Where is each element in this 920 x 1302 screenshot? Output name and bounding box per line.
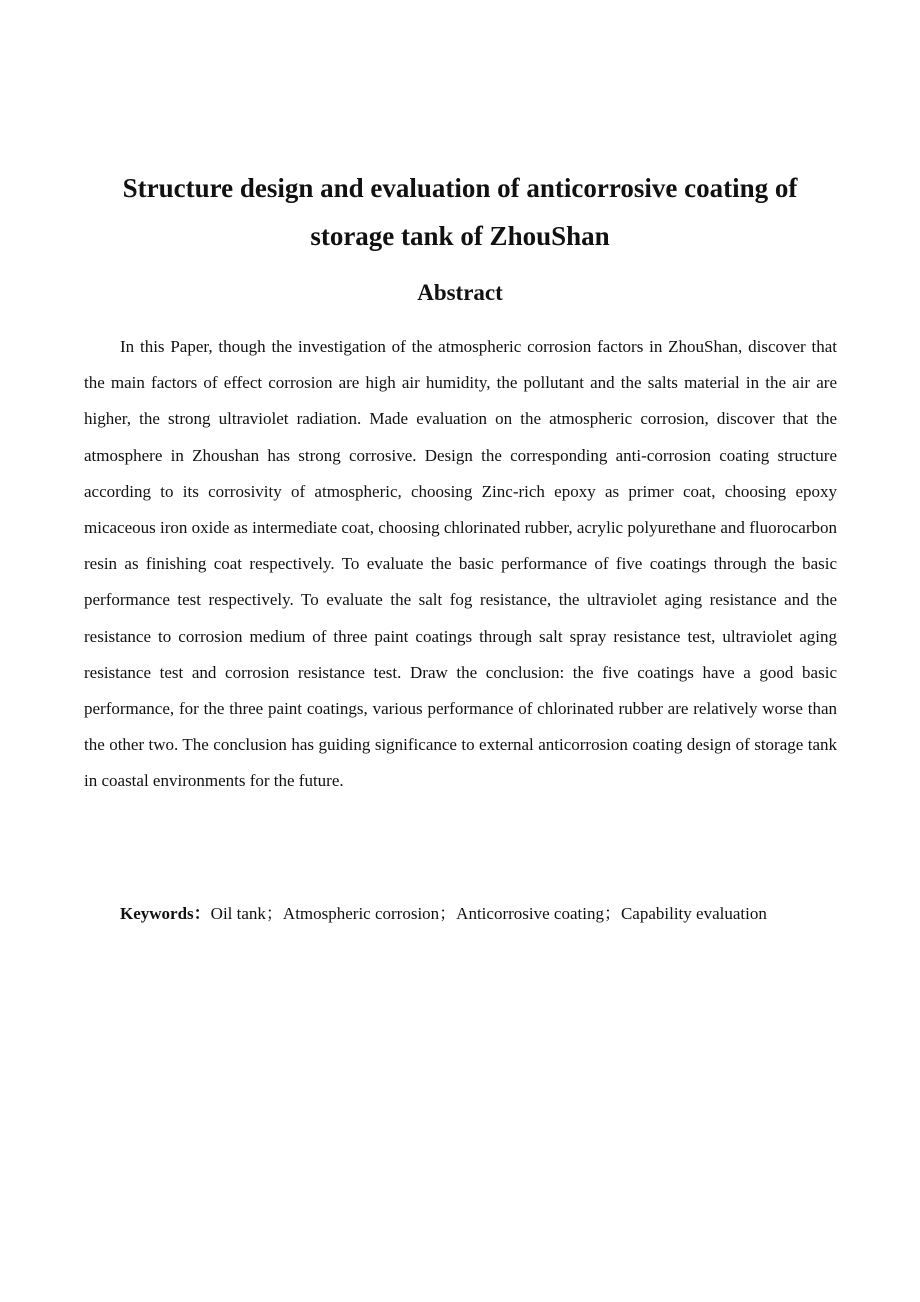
keywords-label: Keywords： — [120, 904, 211, 923]
title-line-1: Structure design and evaluation of anticorrosive coating of — [122, 173, 798, 203]
title-line-2: storage tank of ZhouShan — [310, 221, 610, 251]
abstract-paragraph: In this Paper, though the investigation of the atmospheric corrosion factors in ZhouShan, discover that the main factors of effect corrosion are high air humidity, the pollutant and the salts material in the air are higher, the strong ultraviolet radiation. Made evaluation on the atmospheric corrosion, discover that the atmosphere in Zhoushan has strong corrosive. Design the corresponding anti-corrosion coating structure according to its corrosivity of atmospheric, choosing Zinc-rich epoxy as primer coat, choosing epoxy micaceous iron oxide as intermediate coat, choosing chlorinated rubber, acrylic polyurethane and fluorocarbon resin as finishing coat respectively. To evaluate the basic performance of five coatings through the basic performance test respectively. To evaluate the salt fog resistance, the ultraviolet aging resistance and the resistance to corrosion medium of three paint coatings through salt spray resistance test, ultraviolet aging resistance test and corrosion resistance test. Draw the conclusion: the five coatings have a good basic performance, for the three paint coatings, various performance of chlorinated rubber are relatively worse than the other two. The conclusion has guiding significance to external anticorrosion coating design of storage tank in coastal environments for the future. — [84, 337, 837, 791]
paper-title — [80, 164, 840, 260]
keywords-line — [84, 898, 837, 930]
keywords-list: Oil tank；Atmospheric corrosion；Anticorrosive coating；Capability evaluation — [210, 904, 767, 923]
abstract-heading: Abstract — [417, 280, 503, 305]
